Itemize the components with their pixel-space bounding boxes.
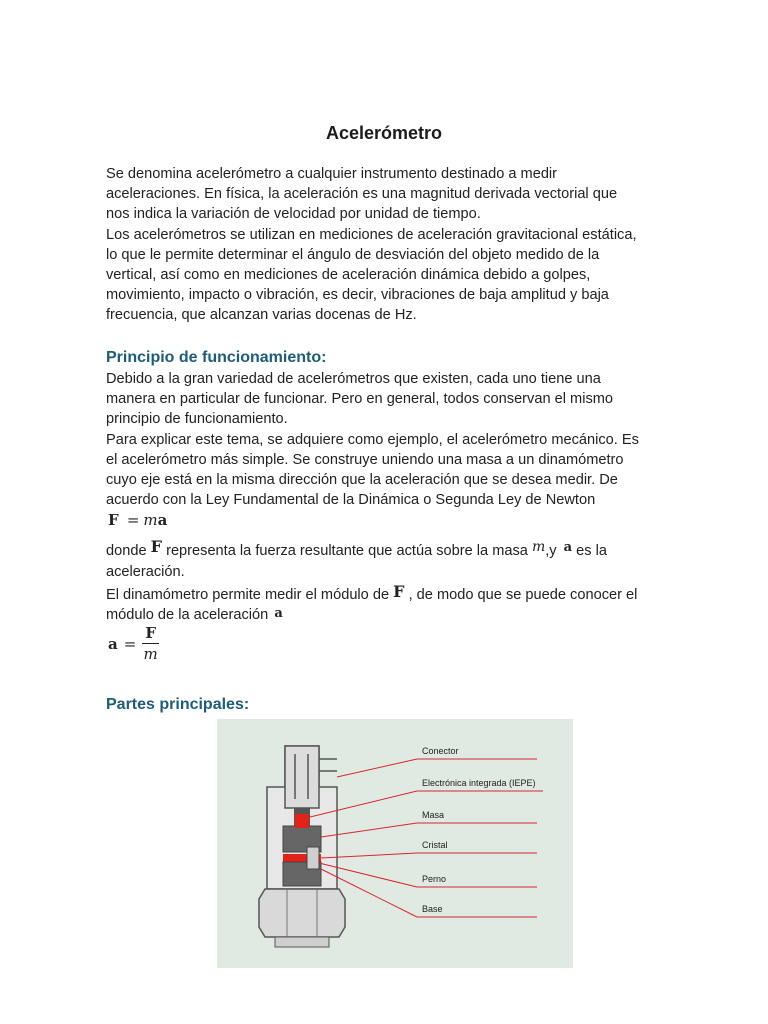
accelerometer-illustration xyxy=(217,719,573,968)
label-electronics: Electrónica integrada (IEPE) xyxy=(422,778,536,788)
text-line: aceleración. xyxy=(106,564,185,581)
text-fragment: módulo de la aceleración xyxy=(106,607,269,624)
newton-formula xyxy=(108,511,167,529)
text-line: Los acelerómetros se utilizan en mediciones de aceleración gravitacional estática, xyxy=(106,226,637,243)
text-line: movimiento, impacto o vibración, es decir, vibraciones de baja amplitud y baja xyxy=(106,287,609,304)
text-line: lo que le permite determinar el ángulo de desviación del objeto medido de la xyxy=(106,246,600,263)
label-mass: Masa xyxy=(422,810,445,820)
connector-shape xyxy=(285,746,319,808)
text-line: nos indica la variación de velocidad por unidad de tiempo. xyxy=(106,206,481,223)
text-line xyxy=(106,537,666,562)
dynamometer-paragraph xyxy=(106,584,666,626)
label-bolt: Perno xyxy=(422,874,447,884)
section-heading-parts: Partes principales: xyxy=(106,696,250,713)
text-line: manera en particular de funcionar. Pero en general, todos conservan el mismo xyxy=(106,391,614,408)
base-hex xyxy=(259,889,345,937)
text-line: frecuencia, que alcanzan varias docenas de Hz. xyxy=(106,307,417,324)
formula-equals: = xyxy=(126,511,140,529)
inline-math-force: F xyxy=(150,537,163,556)
inline-math-acceleration: a xyxy=(563,540,573,555)
leader-line-connector xyxy=(337,759,417,777)
text-line: principio de funcionamiento. xyxy=(106,411,288,428)
text-line: el acelerómetro más simple. Se construye uniendo una masa a un dinamómetro xyxy=(106,451,624,468)
text-fragment: donde xyxy=(106,543,147,559)
text-line: cuyo eje está en la misma dirección que la aceleración que se desea medir. De xyxy=(106,472,618,489)
inline-math-acceleration: a xyxy=(274,606,283,622)
text-line: Se denomina acelerómetro a cualquier instrumento destinado a medir xyxy=(106,166,558,182)
acceleration-formula xyxy=(108,624,159,663)
text-line xyxy=(106,605,666,626)
label-crystal: Cristal xyxy=(422,840,448,850)
formula-equals: = xyxy=(123,634,137,653)
fraction-denominator: m xyxy=(143,645,158,663)
text-fragment: El dinamómetro permite medir el módulo de xyxy=(106,587,390,603)
formula-mass: m xyxy=(143,511,158,529)
section-heading-principle: Principio de funcionamiento: xyxy=(106,349,327,366)
formula-acceleration: a xyxy=(108,634,118,653)
intro-paragraph xyxy=(106,164,666,326)
bolt-shape xyxy=(307,847,319,869)
formula-force: F xyxy=(108,511,119,529)
accelerometer-diagram xyxy=(217,719,573,968)
text-line: aceleraciones. En física, la aceleración es una magnitud derivada vectorial que xyxy=(106,186,618,203)
inline-math-mass: m xyxy=(531,539,546,555)
mass-marker xyxy=(295,814,309,828)
text-line xyxy=(106,584,666,605)
label-connector: Conector xyxy=(422,746,459,756)
page-title: Acelerómetro xyxy=(325,123,443,143)
text-line: Debido a la gran variedad de acelerómetros que existen, cada uno tiene una xyxy=(106,371,601,387)
formula-acceleration: a xyxy=(157,511,168,529)
inline-math-force: F xyxy=(393,582,405,601)
definition-paragraph xyxy=(106,537,666,582)
text-fragment: ,y xyxy=(545,543,557,559)
text-fragment: , de modo que se puede conocer el xyxy=(408,587,638,603)
text-line: Para explicar este tema, se adquiere como ejemplo, el acelerómetro mecánico. Es xyxy=(106,431,639,448)
text-line: vertical, así como en mediciones de aceleración dinámica debido a golpes, xyxy=(106,267,591,284)
text-fragment: representa la fuerza resultante que actúa sobre la masa xyxy=(166,543,528,559)
principle-paragraph xyxy=(106,369,666,510)
text-fragment: es la xyxy=(576,543,607,559)
label-base: Base xyxy=(422,904,443,914)
fraction xyxy=(142,624,159,663)
fraction-numerator: F xyxy=(142,624,159,644)
text-line: acuerdo con la Ley Fundamental de la Dinámica o Segunda Ley de Newton xyxy=(106,492,596,509)
base-thread xyxy=(275,937,329,947)
